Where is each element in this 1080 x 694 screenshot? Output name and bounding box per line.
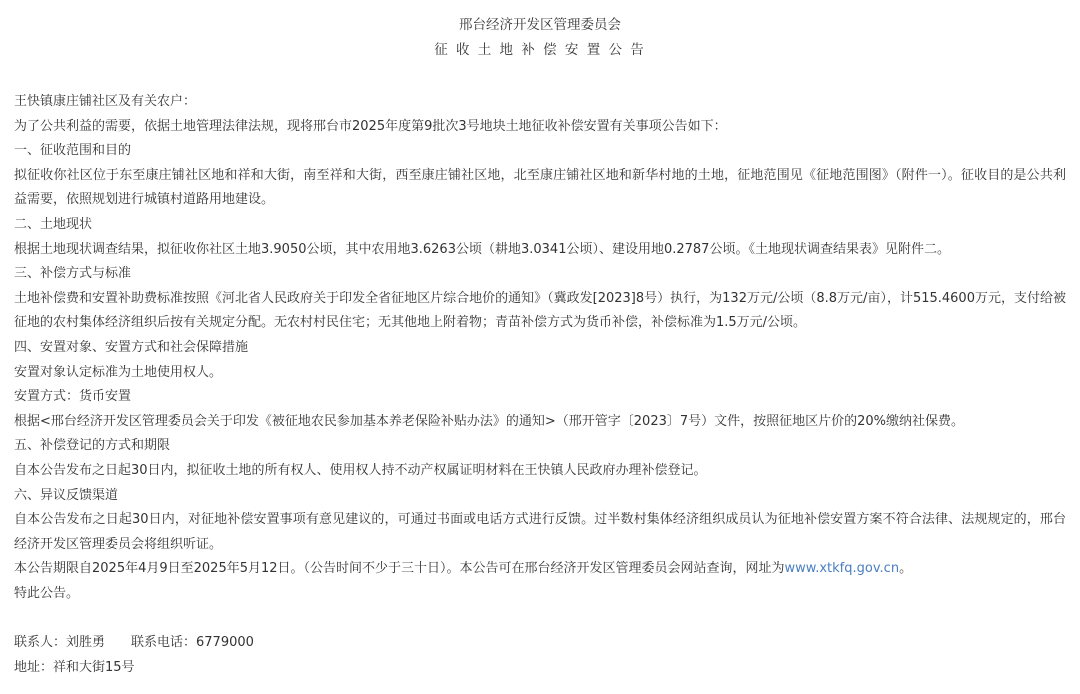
issuing-organization: 邢台经济开发区管理委员会 bbox=[459, 17, 621, 33]
section-6-heading: 六、异议反馈渠道 bbox=[14, 487, 119, 503]
section-5-heading: 五、补偿登记的方式和期限 bbox=[14, 438, 171, 454]
announcement-body bbox=[14, 90, 1066, 680]
contact-person: 联系人：刘胜勇 bbox=[14, 635, 106, 651]
contact-line bbox=[14, 631, 1066, 656]
period-paragraph bbox=[14, 557, 1066, 582]
contact-phone: 联系电话：6779000 bbox=[131, 635, 254, 651]
period-text: 本公告期限自2025年4月9日至2025年5月12日。（公告时间不少于三十日）。本公告可在邢台经济开发区管理委员会网站查询，网址为 bbox=[14, 561, 785, 577]
addressee: 王快镇康庄铺社区及有关农户： bbox=[14, 94, 197, 109]
closing-text: 特此公告。 bbox=[14, 585, 80, 601]
website-link[interactable]: www.xtkfq.gov.cn bbox=[784, 561, 900, 577]
period-end: 。 bbox=[899, 561, 913, 577]
section-4-heading: 四、安置对象、安置方式和社会保障措施 bbox=[14, 339, 249, 355]
intro-paragraph: 为了公共利益的需要，依据土地管理法律法规，现将邢台市2025年度第9批次3号地块土地征收补偿安置有关事项公告如下： bbox=[14, 118, 727, 134]
title-block bbox=[14, 0, 1066, 74]
announcement-title: 征 收 土 地 补 偿 安 置 公 告 bbox=[434, 42, 646, 58]
spacer bbox=[14, 606, 1066, 631]
section-4-line-1: 安置对象认定标准为土地使用权人。 bbox=[14, 364, 223, 380]
section-6-text: 自本公告发布之日起30日内，对征地补偿安置事项有意见建议的，可通过书面或电话方式进行反馈。过半数村集体经济组织成员认为征地补偿安置方案不符合法律、法规规定的，邢台经济开发区管理委员会将组织听证。 bbox=[14, 512, 1066, 552]
section-1-heading: 一、征收范围和目的 bbox=[14, 143, 132, 159]
section-3-heading: 三、补偿方式与标准 bbox=[14, 266, 132, 282]
section-1-text: 拟征收你社区位于东至康庄铺社区地和祥和大街，南至祥和大街，西至康庄铺社区地，北至康庄铺社区地和新华村地的土地，征地范围见《征地范围图》（附件一）。征收目的是公共利益需要，依照规划进行城镇村道路用地建设。 bbox=[14, 167, 1066, 208]
section-5-text: 自本公告发布之日起30日内，拟征收土地的所有权人、使用权人持不动产权属证明材料在王快镇人民政府办理补偿登记。 bbox=[14, 462, 707, 478]
section-4-line-2: 安置方式：货币安置 bbox=[14, 389, 132, 405]
section-3-text: 土地补偿费和安置补助费标准按照《河北省人民政府关于印发全省征地区片综合地价的通知》（冀政发[2023]8号）执行，为132万元/公顷（8.8万元/亩），计515.4600万元，支付给被征地的农村集体经济组织后按有关规定分配。无农村村民住宅；无其他地上附着物；青苗补偿方式为货币补偿，补偿标准为1.5万元/公顷。 bbox=[14, 290, 1066, 331]
section-4-line-3: 根据<邢台经济开发区管理委员会关于印发《被征地农民参加基本养老保险补贴办法》的通知>（邢开管字〔2023〕7号）文件，按照征地区片价的20%缴纳社保费。 bbox=[14, 413, 965, 429]
contact-address: 地址：祥和大街15号 bbox=[14, 659, 135, 675]
section-2-text: 根据土地现状调查结果，拟征收你社区土地3.9050公顷，其中农用地3.6263公顷（耕地3.0341公顷）、建设用地0.2787公顷。《土地现状调查结果表》见附件二。 bbox=[14, 241, 950, 257]
section-2-heading: 二、土地现状 bbox=[14, 216, 93, 232]
